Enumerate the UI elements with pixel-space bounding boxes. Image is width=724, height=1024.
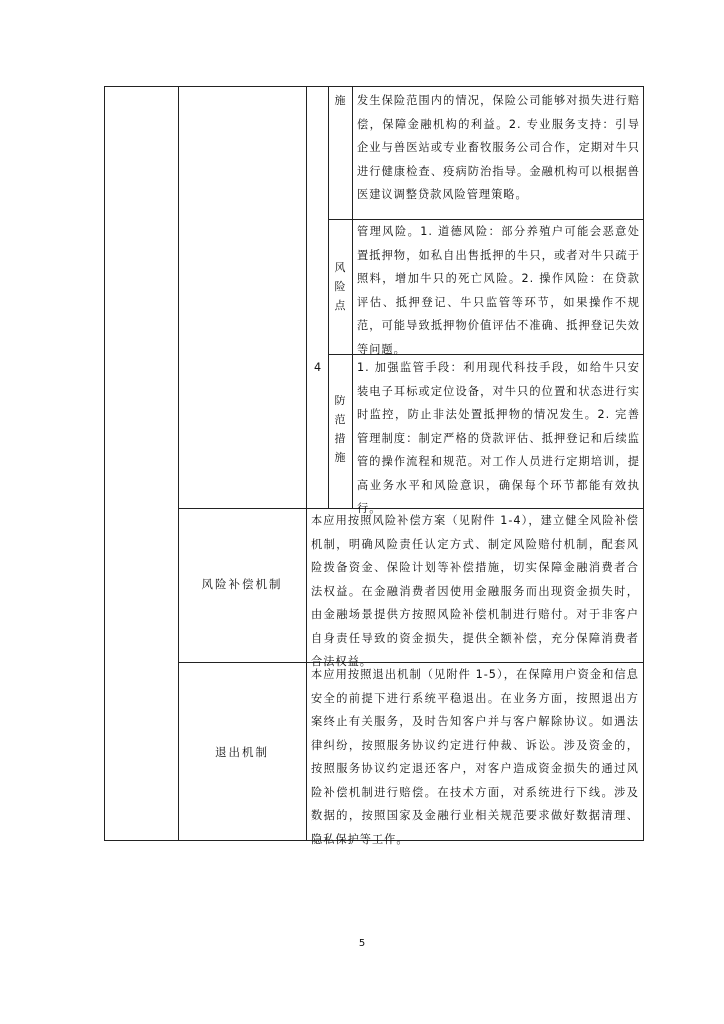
- table-border-left: [104, 86, 105, 841]
- prevention-measures-label: 防范措施: [334, 394, 346, 464]
- column-divider: [306, 86, 307, 841]
- exit-mechanism-label: 退出机制: [215, 745, 269, 759]
- column-divider: [328, 86, 329, 508]
- compensation-text: 本应用按照风险补偿方案（见附件 1-4），建立健全风险补偿机制，明确风险责任认定方式、制定风险赔付机制，配套风险拨备资金、保险计划等补偿措施，切实保障金融消费者合法权益。在金融消费者因使用金融服务而出现资金损失时，由金融场景提供方按照风险补偿机制进行赔付。对于非客户自身责任导致的资金损失，提供全额补偿，充分保障消费者合法权益。: [311, 514, 639, 668]
- prevention-measures-text: 1. 加强监管手段：利用现代科技手段，如给牛只安装电子耳标或定位设备，对牛只的位置和状态进行实时监控，防止非法处置抵押物的情况发生。2. 完善管理制度：制定严格的贷款评估、抵押登记和后续监管的操作流程和规范。对工作人员进行定期培训，提高业务水平和风险意识，确保每个环节都能有效执行。: [357, 361, 640, 515]
- table-border-right: [643, 86, 644, 841]
- column-divider: [352, 86, 353, 508]
- fragment-text: 发生保险范围内的情况，保险公司能够对损失进行赔偿，保障金融机构的利益。2. 专业服务支持：引导企业与兽医站或专业畜牧服务公司合作，定期对牛只进行健康检查、疫病防治指导。金融机构可以根据兽医建议调整贷款风险管理策略。: [357, 94, 640, 201]
- content-table: [104, 86, 644, 846]
- risk-points-text: 管理风险。1. 道德风险：部分养殖户可能会恶意处置抵押物，如私自出售抵押的牛只，或者对牛只疏于照料，增加牛只的死亡风险。2. 操作风险：在贷款评估、抵押登记、牛只监管等环节，如果操作不规范，可能导致抵押物价值评估不准确、抵押登记失效等问题。: [357, 225, 640, 356]
- item-number: 4: [313, 361, 323, 374]
- exit-mechanism-text: 本应用按照退出机制（见附件 1-5），在保障用户资金和信息安全的前提下进行系统平稳退出。在业务方面，按照退出方案终止有关服务，及时告知客户并与客户解除协议。如遇法律纠纷，按照服务协议约定进行仲裁、诉讼。涉及资金的，按照服务协议约定退还客户，对客户造成资金损失的通过风险补偿机制进行赔偿。在技术方面，对系统进行下线。涉及数据的，按照国家及金融行业相关规范要求做好数据清理、隐私保护等工作。: [311, 668, 639, 846]
- column-divider: [178, 86, 179, 841]
- table-border-top: [104, 86, 644, 87]
- fragment-label: 施: [334, 94, 346, 107]
- page-number: 5: [358, 938, 366, 949]
- compensation-label: 风险补偿机制: [201, 577, 283, 591]
- risk-points-label: 风险点: [334, 261, 346, 312]
